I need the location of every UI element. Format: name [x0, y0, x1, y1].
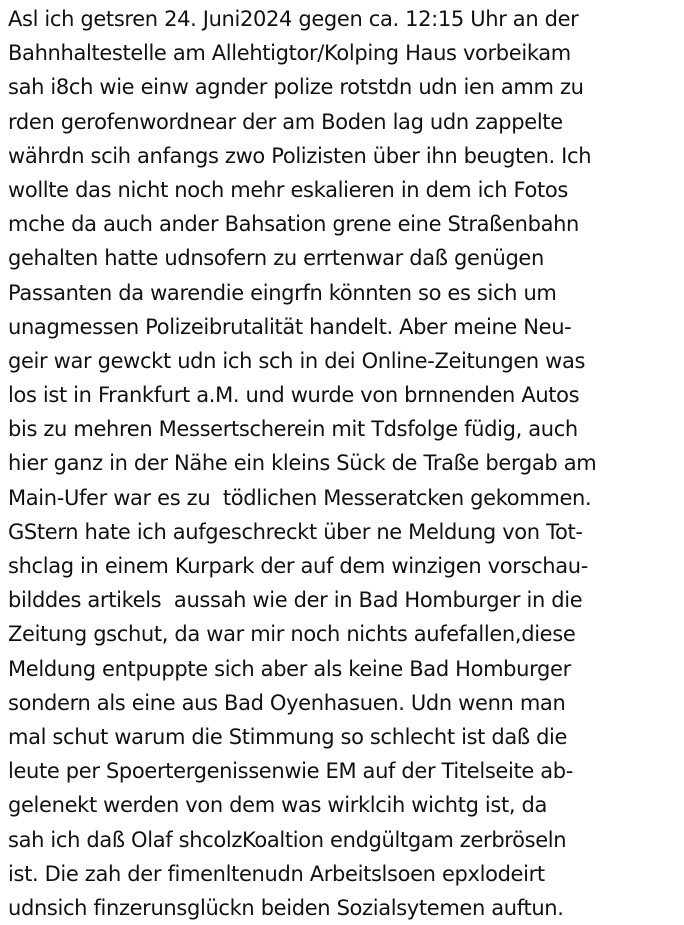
text-line: ist. Die zah der fimenltenudn Arbeitslsoen epxlodeirt: [8, 861, 545, 886]
body-text: [8, 2, 684, 925]
text-line: sah ich daß Olaf shcolzKoaltion endgültgam zerbröseln: [8, 827, 567, 852]
text-line: Asl ich getsren 24. Juni2024 gegen ca. 12:15 Uhr an der: [8, 7, 579, 31]
text-line: bis zu mehren Messertscherein mit Tdsfolge füdig, auch: [8, 417, 578, 442]
text-line: mal schut warum die Stimmung so schlecht ist daß die: [8, 724, 568, 749]
text-line: währdn scih anfangs zwo Polizisten über ihn beugten. Ich: [8, 143, 592, 168]
text-line: mche da auch ander Bahsation grene eine Straßenbahn: [8, 212, 580, 237]
text-line: Passanten da warendie eingrfn könnten so es sich um: [8, 280, 557, 305]
text-line: gehalten hatte udnsofern zu errtenwar daß genügen: [8, 246, 544, 271]
text-line: shclag in einem Kurpark der auf dem winzigen vorschau-: [8, 554, 588, 578]
text-line: geir war gewckt udn ich sch in dei Online-Zeitungen was: [8, 348, 586, 373]
text-line: Bahnhaltestelle am Allehtigtor/Kolping Haus vorbeikam: [8, 41, 571, 66]
text-line: Meldung entpuppte sich aber als keine Bad Homburger: [8, 656, 571, 681]
text-line: bilddes artikels aussah wie der in Bad Homburger in die: [8, 588, 583, 613]
text-line: unagmessen Polizeibrutalität handelt. Aber meine Neu-: [8, 314, 572, 339]
text-line: los ist in Frankfurt a.M. und wurde von brnnenden Autos: [8, 383, 580, 408]
text-line: GStern hate ich aufgeschreckt über ne Meldung von Tot-: [8, 519, 583, 544]
text-line: rden gerofenwordnear der am Boden lag udn zappelte: [8, 109, 563, 134]
text-line: leute per Spoertergenissenwie EM auf der Titelseite ab-: [8, 759, 573, 784]
text-line: sondern als eine aus Bad Oyenhasuen. Udn wenn man: [8, 690, 566, 715]
text-line: udnsich finzerunsglückn beiden Sozialsytemen auftun.: [8, 895, 564, 920]
text-line: Zeitung gschut, da war mir noch nichts aufefallen,diese: [8, 622, 576, 647]
text-line: hier ganz in der Nähe ein kleins Sück de Traße bergab am: [8, 451, 597, 476]
text-line: wollte das nicht noch mehr eskalieren in dem ich Fotos: [8, 177, 568, 202]
text-line: Main-Ufer war es zu tödlichen Messeratcken gekommen.: [8, 485, 592, 510]
text-line: sah i8ch wie einw agnder polize rotstdn udn ien amm zu: [8, 75, 584, 100]
text-line: gelenekt werden von dem was wirklcih wichtg ist, da: [8, 793, 548, 818]
